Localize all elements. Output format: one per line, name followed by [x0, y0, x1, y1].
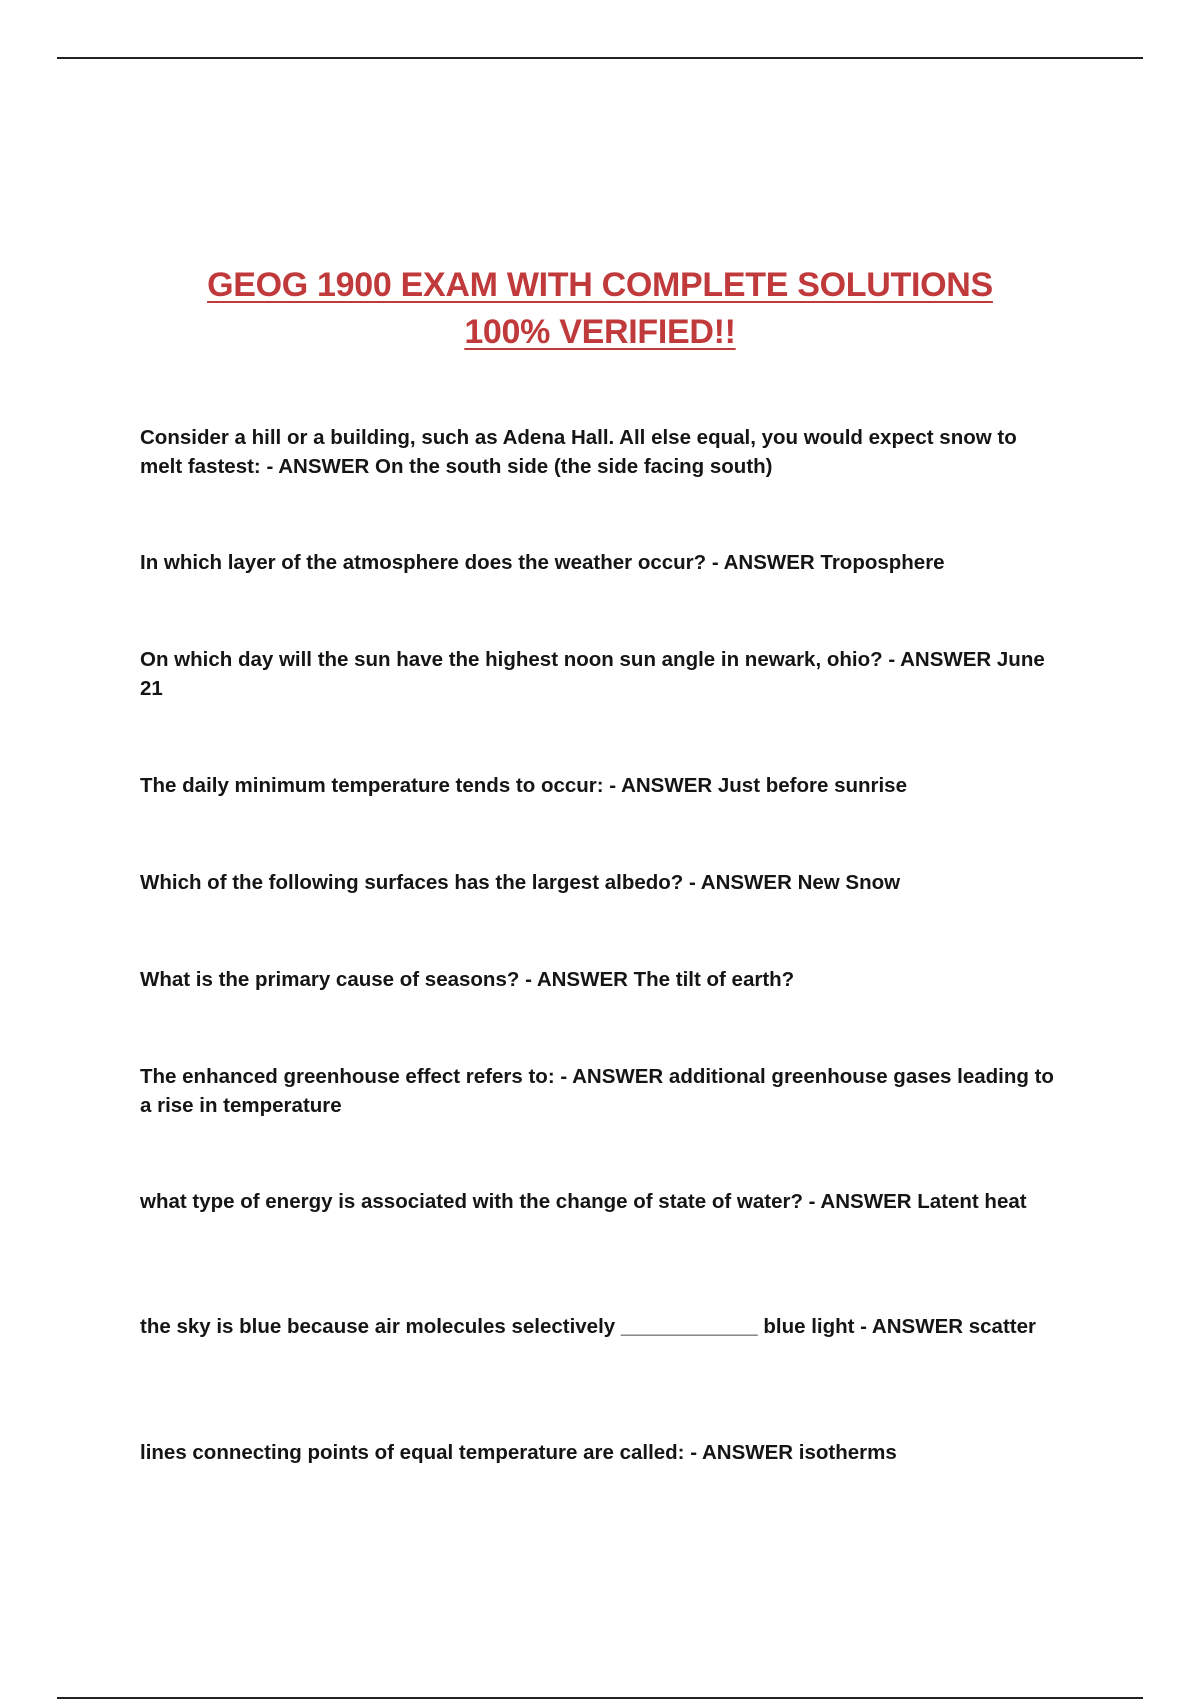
question-answer-7: The enhanced greenhouse effect refers to: - ANSWER additional greenhouse gases leading to a rise in temperature	[140, 1065, 1054, 1117]
question-answer-8: what type of energy is associated with the change of state of water? - ANSWER Latent heat	[140, 1190, 1027, 1213]
bottom-rule	[57, 1697, 1143, 1699]
question-answer-2: In which layer of the atmosphere does the weather occur? - ANSWER Troposphere	[140, 551, 945, 574]
question-answer-5: Which of the following surfaces has the largest albedo? - ANSWER New Snow	[140, 871, 901, 894]
question-answer-6: What is the primary cause of seasons? - ANSWER The tilt of earth?	[140, 968, 795, 991]
question-answer-1: Consider a hill or a building, such as Adena Hall. All else equal, you would expect snow to melt fastest: - ANSWER On the south side (the side facing south)	[140, 426, 1017, 478]
question-answer-9: the sky is blue because air molecules selectively ____________ blue light - ANSWER scatter	[140, 1315, 1036, 1338]
title-line-1: GEOG 1900 EXAM WITH COMPLETE SOLUTIONS	[207, 266, 993, 304]
document-title	[0, 262, 1200, 356]
title-line-2: 100% VERIFIED!!	[464, 313, 736, 351]
question-answer-10: lines connecting points of equal temperature are called: - ANSWER isotherms	[140, 1441, 897, 1464]
top-rule	[57, 57, 1143, 59]
question-answer-3: On which day will the sun have the highest noon sun angle in newark, ohio? - ANSWER June 21	[140, 648, 1045, 700]
question-answer-4: The daily minimum temperature tends to occur: - ANSWER Just before sunrise	[140, 774, 907, 797]
